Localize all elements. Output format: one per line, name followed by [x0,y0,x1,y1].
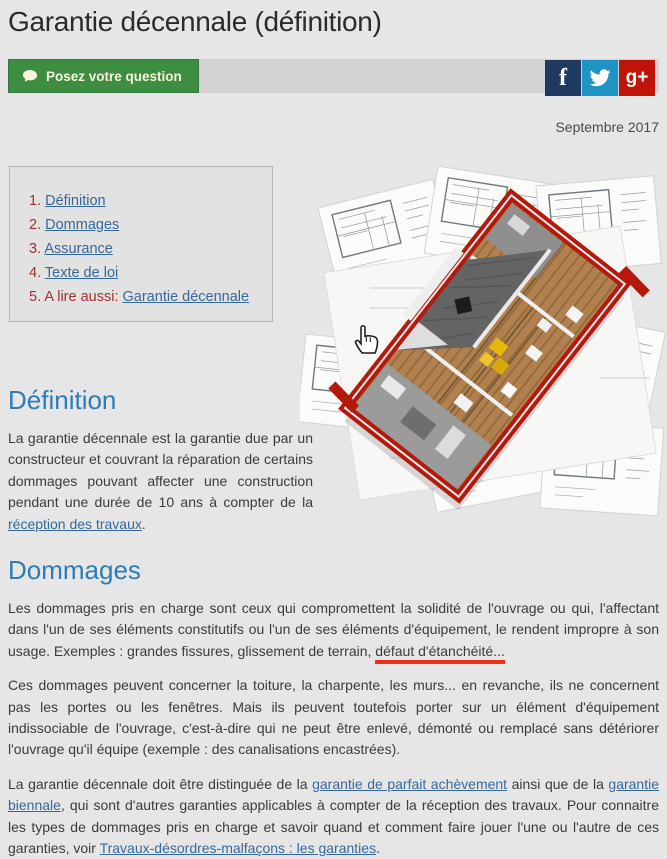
dommages-paragraph-1: Les dommages pris en charge sont ceux qui compromettent la solidité de l'ouvrage ou qui, l'affectant dans l'un de ses éléments constitutifs ou l'un de ses éléments d'équipement, le rendent impropre à son usage. Exemples : grandes fissures, glissement de terrain, défaut d'étanchéité... [8,598,659,662]
red-underlined-text: défaut d'étanchéité... [375,643,505,664]
article-content [8,385,659,859]
publish-date: Septembre 2017 [555,119,659,135]
twitter-bird-icon [589,69,611,87]
speech-bubble-icon [22,69,38,83]
ask-question-label: Posez votre question [46,68,182,84]
dommages-paragraph-2: Ces dommages peuvent concerner la toiture, la charpente, les murs... en revanche, ils ne concernent pas les portes ou les fenêtres. Mais ils peuvent toutefois porter sur un élément d'équipement indissociable de l'ouvrage, c'est-à-dire qui ne peut être enlevé, démonté ou remplacé sans détériorer l'ouvrage qu'il équipe (exemple : des canalisations encastrées). [8,677,659,758]
toc-item-definition: 1. Définition [29,193,106,209]
social-share-bar [545,60,655,96]
link-garantie-parfait-achevement[interactable]: garantie de parfait achèvement [312,775,508,792]
link-travaux-desordres-malfacons[interactable]: Travaux-désordres-malfaçons : les garanties [99,840,377,857]
toc-link-dommages[interactable]: Dommages [45,217,120,233]
definition-paragraph: La garantie décennale est la garantie due par un constructeur et couvrant la réparation de certains dommages pouvant affecter une construction pendant une durée de 10 ans à compter de la réception des travaux. [8,430,313,532]
toc-link-garantie-decennale[interactable]: Garantie décennale [122,289,250,305]
googleplus-icon[interactable]: g+ [619,60,655,96]
table-of-contents [9,166,273,322]
toc-link-definition[interactable]: Définition [45,193,106,209]
action-bar [8,59,659,93]
link-garantie-biennale[interactable]: garantie biennale [8,775,659,814]
link-reception-des-travaux[interactable]: réception des travaux [8,515,142,532]
toc-link-texte-de-loi[interactable]: Texte de loi [44,265,119,281]
toc-item-dommages: 2. Dommages [29,217,120,233]
twitter-icon[interactable] [582,60,618,96]
ask-question-button[interactable] [8,59,199,93]
toc-item-a-lire-aussi: 5. A lire aussi: Garantie décennale [29,289,250,305]
facebook-icon[interactable]: f [545,60,581,96]
dommages-paragraph-3: La garantie décennale doit être distinguée de la garantie de parfait achèvement ainsi que de la garantie biennale, qui sont d'autres garanties applicables à compter de la réception des travaux. Pour connaitre les types de dommages pris en charge et savoir quand et comment faire jouer l'une ou l'autre de ces garanties, voir Travaux-désordres-malfaçons : les garanties. [8,775,659,857]
section-heading-dommages: Dommages [8,555,141,586]
page-title: Garantie décennale (définition) [8,6,382,37]
toc-item-texte-de-loi: 4. Texte de loi [29,265,119,281]
toc-item-assurance: 3. Assurance [29,241,113,257]
section-heading-definition: Définition [8,385,117,415]
toc-link-assurance[interactable]: Assurance [44,241,113,257]
